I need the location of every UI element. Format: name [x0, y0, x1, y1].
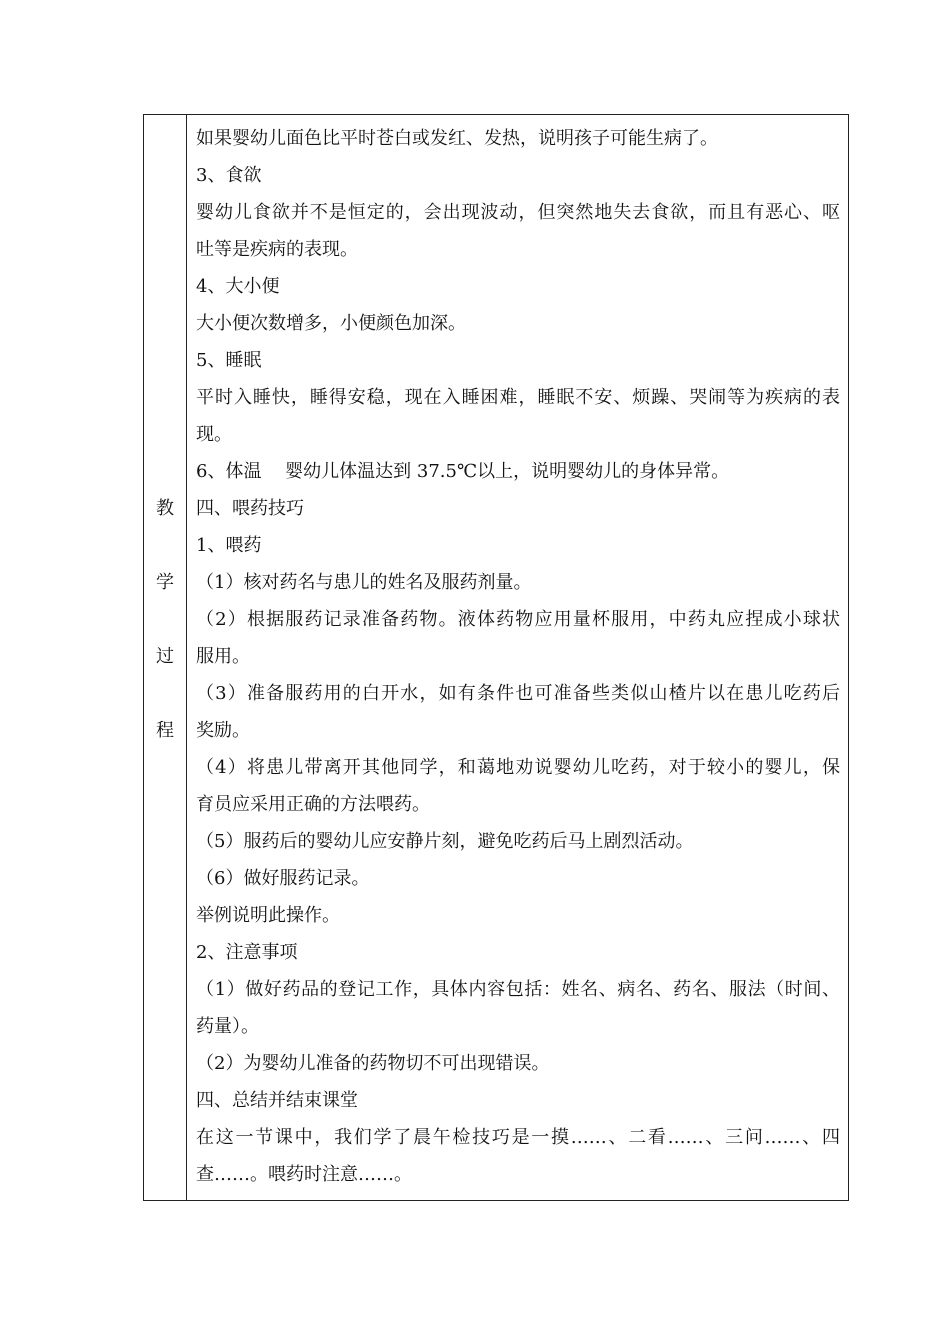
text-line: （3）准备服药用的白开水，如有条件也可准备些类似山楂片以在患儿吃药后: [196, 683, 840, 704]
text-line: 举例说明此操作。: [196, 905, 340, 926]
section-heading: 四、喂药技巧: [196, 498, 304, 519]
text-line: 在这一节课中，我们学了晨午检技巧是一摸……、二看……、三问……、四: [196, 1127, 840, 1148]
section-heading: 3、食欲: [196, 165, 262, 186]
text-line: 育员应采用正确的方法喂药。: [196, 794, 430, 815]
text-line: （2）根据服药记录准备药物。液体药物应用量杯服用，中药丸应捏成小球状: [196, 609, 840, 630]
text-line: （5）服药后的婴幼儿应安静片刻，避免吃药后马上剧烈活动。: [196, 831, 694, 852]
text-line: 大小便次数增多，小便颜色加深。: [196, 313, 466, 334]
text-line: 查……。喂药时注意……。: [196, 1164, 412, 1185]
text-line: （1）做好药品的登记工作，具体内容包括：姓名、病名、药名、服法（时间、: [196, 979, 840, 1000]
text-line: 药量）。: [196, 1016, 259, 1037]
section-heading: 5、睡眠: [196, 350, 262, 371]
text-line: 6、体温 婴幼儿体温达到 37.5℃以上，说明婴幼儿的身体异常。: [196, 461, 730, 482]
side-label-char: 学: [156, 572, 174, 593]
text-line: 平时入睡快，睡得安稳，现在入睡困难，睡眠不安、烦躁、哭闹等为疾病的表: [196, 387, 840, 408]
text-line: （1）核对药名与患儿的姓名及服药剂量。: [196, 572, 532, 593]
text-line: （6）做好服药记录。: [196, 868, 370, 889]
lesson-table: [143, 114, 849, 1201]
lesson-content: [196, 120, 840, 1193]
text-line: （2）为婴幼儿准备的药物切不可出现错误。: [196, 1053, 550, 1074]
section-heading: 四、总结并结束课堂: [196, 1090, 358, 1111]
side-label-column: [144, 115, 186, 1200]
side-label-char: 教: [156, 498, 174, 519]
section-heading: 1、喂药: [196, 535, 262, 556]
text-line: （4）将患儿带离开其他同学，和蔼地劝说婴幼儿吃药，对于较小的婴儿，保: [196, 757, 840, 778]
section-heading: 4、大小便: [196, 276, 280, 297]
text-line: 服用。: [196, 646, 250, 667]
side-label-char: 过: [156, 646, 174, 667]
column-divider: [186, 115, 187, 1200]
section-heading: 2、注意事项: [196, 942, 298, 963]
text-line: 如果婴幼儿面色比平时苍白或发红、发热，说明孩子可能生病了。: [196, 128, 718, 149]
text-line: 奖励。: [196, 720, 250, 741]
text-line: 吐等是疾病的表现。: [196, 239, 358, 260]
text-line: 现。: [196, 424, 232, 445]
side-label-char: 程: [156, 720, 174, 741]
text-line: 婴幼儿食欲并不是恒定的，会出现波动，但突然地失去食欲，而且有恶心、呕: [196, 202, 840, 223]
